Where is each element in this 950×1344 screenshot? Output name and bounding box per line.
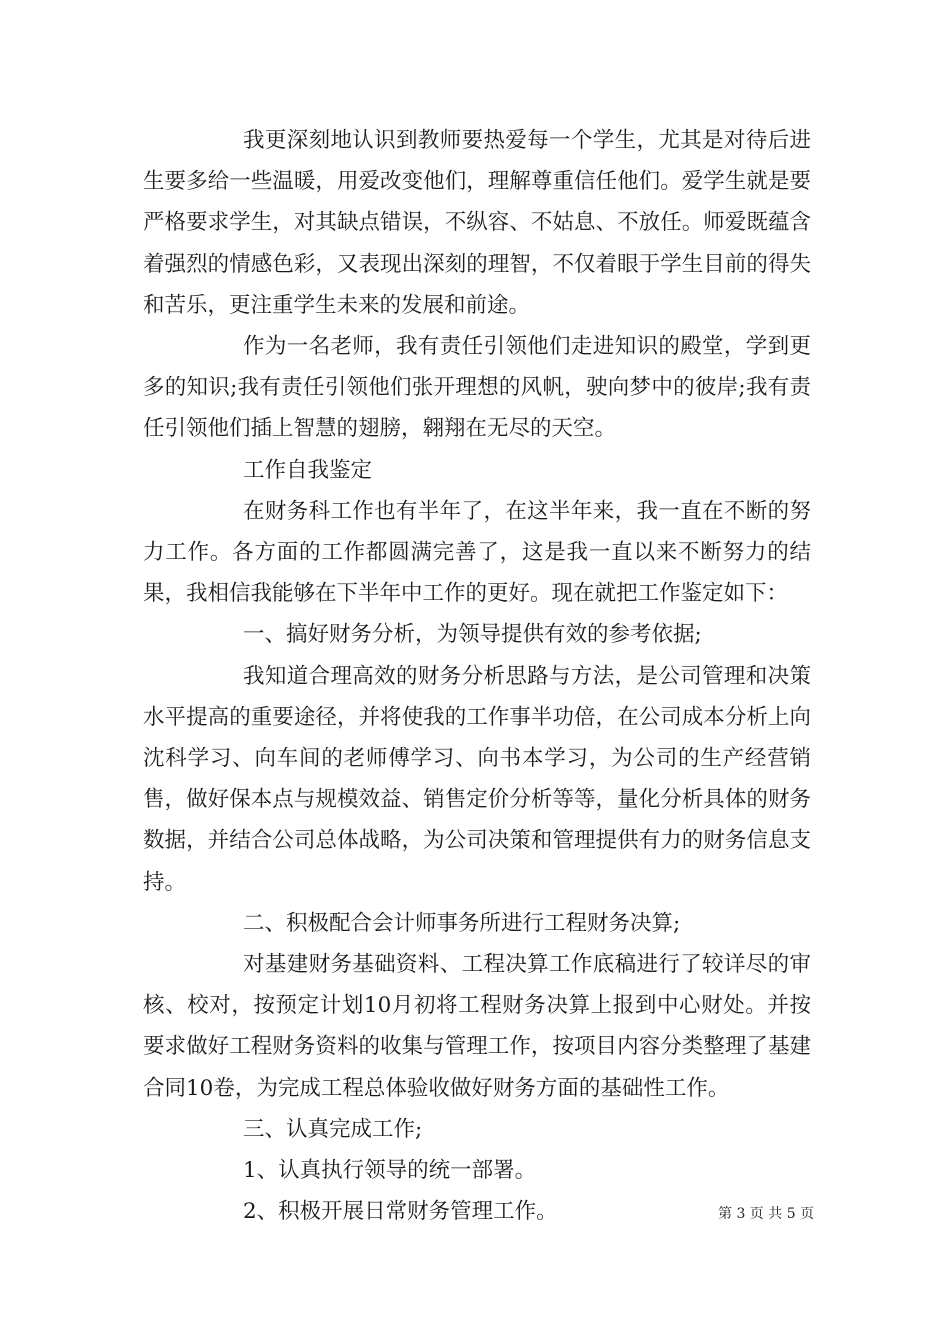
list-item-1: 1、认真执行领导的统一部署。 [243,1158,537,1184]
item-heading-1: 一、搞好财务分析，为领导提供有效的参考依据; [243,622,702,648]
item-heading-3: 三、认真完成工作; [243,1116,423,1142]
paragraph-financial-analysis: 我知道合理高效的财务分析思路与方法，是公司管理和决策水平提高的重要途径，并将使我的工作事半功倍，在公司成本分析上向沈科学习、向车间的老师傅学习、向书本学习，为公司的生产经营销售，做好保本点与规模效益、销售定价分析等等，量化分析具体的财务数据，并结合公司总体战略，为公司决策和管理提供有力的财务信息支持。 [143,663,811,895]
section-title: 工作自我鉴定 [243,457,373,483]
page-number: 第 3 页 共 5 页 [718,1206,815,1222]
paragraph-project-settlement: 对基建财务基础资料、工程决算工作底稿进行了较详尽的审核、校对，按预定计划10月初将工程财务决算上报到中心财处。并按要求做好工程财务资料的收集与管理工作，按项目内容分类整理了基建合同10卷，为完成工程总体验收做好财务方面的基础性工作。 [143,952,811,1101]
list-item-2: 2、积极开展日常财务管理工作。 [243,1199,558,1225]
paragraph-teacher-love: 我更深刻地认识到教师要热爱每一个学生，尤其是对待后进生要多给一些温暖，用爱改变他们，理解尊重信任他们。爱学生就是要严格要求学生，对其缺点错误，不纵容、不姑息、不放任。师爱既蕴含着强烈的情感色彩，又表现出深刻的理智，不仅着眼于学生目前的得失和苦乐，更注重学生未来的发展和前途。 [143,128,811,318]
paragraph-teacher-responsibility: 作为一名老师，我有责任引领他们走进知识的殿堂，学到更多的知识;我有责任引领他们张开理想的风帆，驶向梦中的彼岸;我有责任引领他们插上智慧的翅膀，翱翔在无尽的天空。 [143,334,811,442]
item-heading-2: 二、积极配合会计师事务所进行工程财务决算; [243,910,681,936]
document-body [143,120,811,1232]
paragraph-intro: 在财务科工作也有半年了，在这半年来，我一直在不断的努力工作。各方面的工作都圆满完善了，这是我一直以来不断努力的结果，我相信我能够在下半年中工作的更好。现在就把工作鉴定如下： [143,498,811,607]
